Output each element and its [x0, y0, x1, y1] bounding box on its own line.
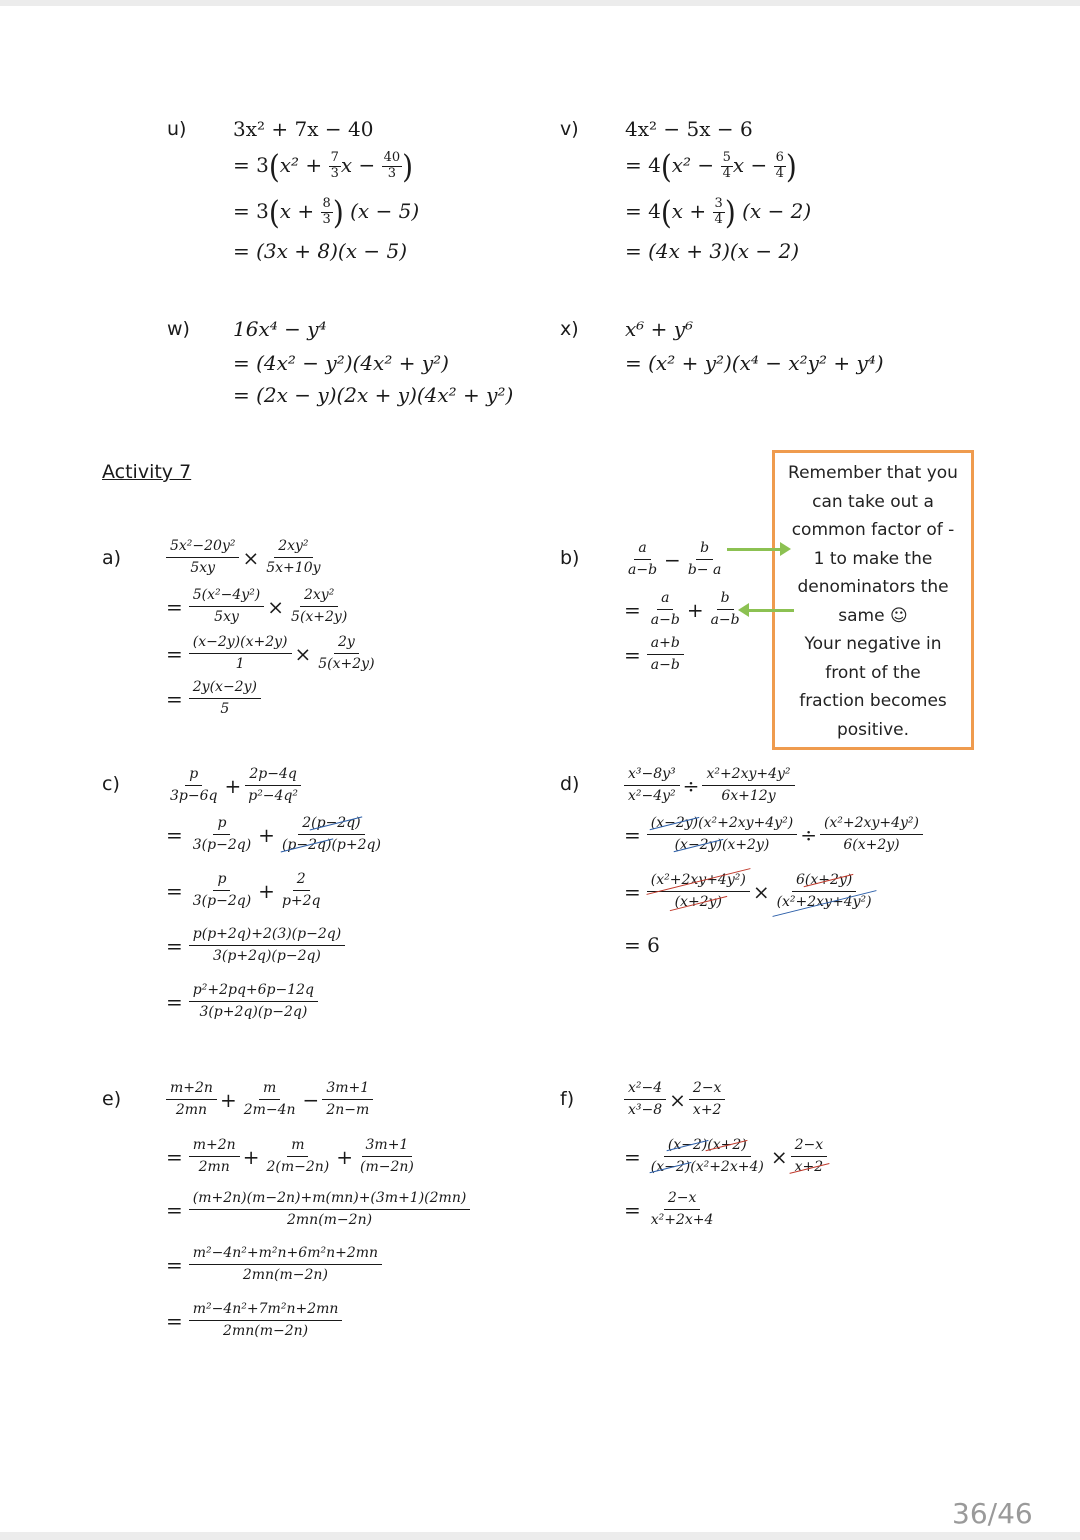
f-row-1: $\frac{\text{x²−4}}{\text{x³−8}}$ × $\frac{2-x}{x+2}$: [624, 1078, 725, 1121]
label-x: x): [560, 318, 579, 340]
u-line-1: 3x² + 7x − 40: [233, 117, 374, 141]
label-u: u): [167, 118, 187, 140]
b-row-1: a a−b − $\frac{b}{b- a}$: [628, 540, 722, 578]
label-w: w): [167, 318, 190, 340]
u-line-2: = 3(x² + $\frac{7}{3}$ x − $\frac{40}{3}$ ): [233, 147, 414, 186]
note-line: Remember that you: [788, 463, 958, 483]
label-a: a): [102, 547, 122, 569]
d-row-4: = 6: [624, 933, 660, 957]
w-line-2: = (4x² − y²)(4x² + y²): [233, 351, 449, 375]
top-border: [0, 0, 1080, 6]
activity-title: Activity 7: [102, 461, 192, 483]
note-line: can take out a: [812, 491, 934, 512]
arrow-right-icon: [727, 548, 787, 551]
note-line: front of the: [825, 662, 921, 683]
note-line: denominators the: [797, 577, 949, 597]
w-line-1: 16x⁴ − y⁴: [233, 317, 327, 341]
e-row-4: = $\frac{\text{m²−4n²+m²n+6m²n+2mn}}{2mn(m-2n)}$: [166, 1243, 382, 1286]
b-row-2: = $\frac{a}{a-b}$ + $\frac{b}{a-b}$: [624, 590, 740, 628]
note-line: common factor of -: [791, 520, 955, 540]
e-row-5: = $\frac{\text{m²−4n²+7m²n+2mn}}{2mn(m-2n)}$: [166, 1299, 342, 1342]
d-row-3: = $\frac{\text{(x²+2xy+4y²)}}{(x+2y)}$ × $\frac{6(x+2y)}{\text{(x²+2xy+4y²)}}$: [624, 870, 876, 913]
label-b: b): [560, 547, 580, 569]
e-row-3: = $\frac{(m+2n)(m-2n)+m(mn)+(3m+1)(2mn)}{2mn(m-2n)}$: [166, 1188, 470, 1231]
note-line: 1 to make the: [813, 548, 933, 569]
c-row-3: = $\frac{p}{3(p-2q)}$ + $\frac{2}{p+2q}$: [166, 871, 321, 909]
a-row-4: = $\frac{2y(x-2y)}{5}$: [166, 677, 261, 720]
u-line-3: = 3(x + $\frac{8}{3}$ ) (x − 5): [233, 193, 420, 232]
e-row-2: = $\frac{m+2n}{2mn}$ + $\frac{m}{2(m-2n)}$ + $\frac{3m+1}{(m-2n)}$: [166, 1137, 414, 1175]
label-e: e): [102, 1088, 122, 1110]
note-box: [772, 450, 974, 750]
label-d: d): [560, 773, 580, 795]
d-row-1: $\frac{\text{x³−8y³}}{\text{x²−4y²}}$ ÷ $\frac{\text{x²+2xy+4y²}}{6x+12y}$: [624, 764, 795, 807]
f-row-3: = $\frac{2-x}{\text{x²+2x+4}}$: [624, 1190, 714, 1228]
v-line-2: = 4(x² − $\frac{5}{4}$ x − $\frac{6}{4}$ ): [625, 147, 797, 186]
v-line-1: 4x² − 5x − 6: [625, 117, 753, 141]
note-line: fraction becomes: [799, 691, 947, 711]
c-row-4: = $\frac{p(p+2q)+2(3)(p-2q)}{3(p+2q)(p-2q)}$: [166, 924, 345, 967]
e-row-1: m+2n 2mn + $\frac{m}{2m-4n}$ − $\frac{3m+1}{2n-m}$: [166, 1078, 373, 1121]
c-row-2: = $\frac{p}{3(p-2q)}$ + $\frac{2(p-2q)}{(p-2q)(p+2q)}$: [166, 815, 381, 853]
v-line-3: = 4(x + $\frac{3}{4}$ ) (x − 2): [625, 193, 812, 232]
arrow-left-icon: [742, 609, 794, 612]
page-number: 36/46: [952, 1497, 1033, 1530]
c-row-1: p 3p−6q + $\frac{2p-4q}{\text{p²−4q²}}$: [166, 764, 302, 807]
label-v: v): [560, 118, 579, 140]
w-line-3: = (2x − y)(2x + y)(4x² + y²): [233, 383, 514, 407]
v-line-4: = (4x + 3)(x − 2): [625, 239, 800, 263]
a-row-2: = $\frac{\text{5(x²−4y²)}}{5xy}$ × $\frac{\text{2xy²}}{5(x+2y)}$: [166, 587, 348, 625]
note-line: positive.: [836, 719, 910, 740]
a-row-3: = $\frac{(x-2y)(x+2y)}{1}$ × $\frac{2y}{5(x+2y)}$: [166, 634, 375, 672]
note-line: Your negative in: [804, 634, 942, 654]
label-f: f): [560, 1088, 575, 1110]
x-line-1: x⁶ + y⁶: [625, 317, 694, 341]
label-c: c): [102, 773, 120, 795]
c-row-5: = $\frac{\text{p²+2pq+6p−12q}}{3(p+2q)(p-2q)}$: [166, 980, 318, 1023]
u-line-4: = (3x + 8)(x − 5): [233, 239, 408, 263]
d-row-2: = $\frac{\text{(x−2y)(x²+2xy+4y²)}}{(x-2y)(x+2y)}$ ÷ $\frac{\text{(x²+2xy+4y²)}}{6(x+2y)}$: [624, 813, 923, 856]
x-line-2: = (x² + y²)(x⁴ − x²y² + y⁴): [625, 351, 884, 375]
b-row-3: = $\frac{a+b}{a-b}$: [624, 633, 684, 676]
a-row-1: $\frac{\text{5x²−20y²}}{5xy}$ × $\frac{\text{2xy²}}{5x+10y}$: [166, 536, 325, 579]
f-row-2: = $\frac{(x-2)(x+2)}{\text{(x−2)(x²+2x+4)}}$ × $\frac{2-x}{x+2}$: [624, 1135, 827, 1178]
bottom-border: [0, 1532, 1080, 1540]
note-line: same ☺: [838, 605, 908, 626]
